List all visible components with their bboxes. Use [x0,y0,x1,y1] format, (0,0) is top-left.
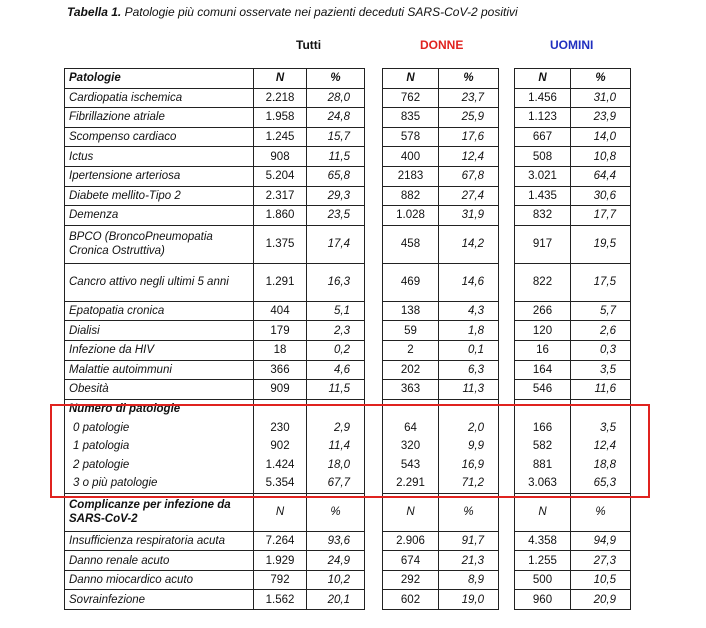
column-header-n: N [254,493,307,531]
table-row [515,321,631,341]
donne-pct-cell: 0,1 [439,340,499,360]
complications-title-row [65,493,365,531]
tutti-pct-cell: 20,1 [307,590,365,610]
donne-n-cell: 543 [383,456,439,475]
tutti-pct-cell: 93,6 [307,531,365,551]
complications-title: Complicanze per infezione da SARS-CoV-2 [65,493,254,531]
row-label: Scompenso cardiaco [65,127,254,147]
tutti-pct-cell: 2,3 [307,321,365,341]
table-row [383,147,499,167]
tutti-pct-cell: 10,2 [307,570,365,590]
table-row [383,166,499,186]
donne-n-cell: 400 [383,147,439,167]
table-row [383,263,499,301]
tutti-pct-cell: 17,4 [307,225,365,263]
uomini-n-cell: 120 [515,321,571,341]
donne-n-cell: 458 [383,225,439,263]
table-tutti [64,68,365,610]
table-row [515,551,631,571]
tutti-n-cell: 404 [254,301,307,321]
row-label: Fibrillazione atriale [65,108,254,128]
donne-pct-cell: 4,3 [439,301,499,321]
tutti-n-cell: 366 [254,360,307,380]
uomini-n-cell: 667 [515,127,571,147]
tutti-pct-cell: 23,5 [307,206,365,226]
row-label: Malattie autoimmuni [65,360,254,380]
uomini-pct-cell: 10,5 [571,570,631,590]
complications-title-row [383,493,499,531]
table-row [65,590,365,610]
table-row [515,531,631,551]
donne-n-cell: 762 [383,88,439,108]
donne-pct-cell: 19,0 [439,590,499,610]
donne-pct-cell: 16,9 [439,456,499,475]
uomini-n-cell: 166 [515,418,571,437]
uomini-n-cell: 1.255 [515,551,571,571]
donne-pct-cell: 2,0 [439,418,499,437]
column-header-pct: % [439,493,499,531]
table-row [383,590,499,610]
header-uomini: UOMINI [550,38,594,52]
uomini-n-cell: 1.456 [515,88,571,108]
uomini-pct-cell: 14,0 [571,127,631,147]
donne-pct-cell: 1,8 [439,321,499,341]
caption-text: Patologie più comuni osservate nei pazienti deceduti SARS-CoV-2 positivi [121,5,518,19]
uomini-pct-cell: 10,8 [571,147,631,167]
table-row [515,340,631,360]
table-row [383,321,499,341]
column-header-n: N [383,493,439,531]
column-header-pct: % [307,493,365,531]
table-row [383,380,499,400]
donne-n-cell: 882 [383,186,439,206]
tutti-pct-cell: 67,7 [307,474,365,493]
tutti-pct-cell: 11,5 [307,147,365,167]
donne-pct-cell: 71,2 [439,474,499,493]
table-row [515,590,631,610]
donne-n-cell: 59 [383,321,439,341]
table-row [383,570,499,590]
donne-pct-cell: 23,7 [439,88,499,108]
donne-pct-cell: 14,6 [439,263,499,301]
row-label: Ipertensione arteriosa [65,166,254,186]
uomini-pct-cell: 27,3 [571,551,631,571]
donne-n-cell: 835 [383,108,439,128]
table-header-row [515,69,631,89]
donne-n-cell: 202 [383,360,439,380]
donne-pct-cell: 14,2 [439,225,499,263]
table-row [65,301,365,321]
tutti-pct-cell: 4,6 [307,360,365,380]
donne-pct-cell: 27,4 [439,186,499,206]
uomini-n-cell: 3.021 [515,166,571,186]
tutti-n-cell: 792 [254,570,307,590]
donne-n-cell: 469 [383,263,439,301]
table-row [383,551,499,571]
tutti-pct-cell: 11,5 [307,380,365,400]
column-header-n: N [254,69,307,89]
donne-n-cell: 602 [383,590,439,610]
donne-n-cell: 292 [383,570,439,590]
table-row [515,108,631,128]
tutti-n-cell: 5.204 [254,166,307,186]
table-row [383,88,499,108]
table-row [65,127,365,147]
uomini-n-cell: 3.063 [515,474,571,493]
row-label: 0 patologie [65,418,254,437]
uomini-pct-cell: 31,0 [571,88,631,108]
header-tutti: Tutti [296,38,322,52]
donne-n-cell: 363 [383,380,439,400]
table-uomini [514,68,631,610]
tutti-n-cell: 179 [254,321,307,341]
tutti-pct-cell: 18,0 [307,456,365,475]
tutti-n-cell: 909 [254,380,307,400]
table-row [65,551,365,571]
row-label: Danno miocardico acuto [65,570,254,590]
uomini-n-cell: 582 [515,437,571,456]
uomini-pct-cell: 17,7 [571,206,631,226]
tutti-pct-cell: 5,1 [307,301,365,321]
row-label: Insufficienza respiratoria acuta [65,531,254,551]
caption-label: Tabella 1. [67,5,122,19]
uomini-pct-cell: 11,6 [571,380,631,400]
tutti-n-cell: 2.317 [254,186,307,206]
tutti-n-cell: 230 [254,418,307,437]
row-label: Ictus [65,147,254,167]
tutti-pct-cell: 0,2 [307,340,365,360]
uomini-pct-cell: 19,5 [571,225,631,263]
donne-pct-cell: 9,9 [439,437,499,456]
tutti-pct-cell: 28,0 [307,88,365,108]
column-header-patologie: Patologie [65,69,254,89]
table-row [515,380,631,400]
table-row [383,360,499,380]
table-row [515,301,631,321]
table-donne [382,68,499,610]
table-row [383,206,499,226]
donne-pct-cell: 17,6 [439,127,499,147]
tutti-n-cell: 1.860 [254,206,307,226]
donne-n-cell: 674 [383,551,439,571]
row-label: Sovrainfezione [65,590,254,610]
column-header-n: N [515,69,571,89]
tutti-n-cell: 5.354 [254,474,307,493]
table-header-row [383,69,499,89]
uomini-pct-cell: 17,5 [571,263,631,301]
table-row [515,360,631,380]
table-row [65,147,365,167]
table-row [65,531,365,551]
uomini-n-cell: 881 [515,456,571,475]
uomini-pct-cell: 0,3 [571,340,631,360]
column-header-n: N [515,493,571,531]
row-label: 1 patologia [65,437,254,456]
table-row [383,127,499,147]
row-label: Demenza [65,206,254,226]
uomini-n-cell: 266 [515,301,571,321]
donne-pct-cell: 12,4 [439,147,499,167]
table-row [515,186,631,206]
highlight-box [50,404,650,498]
uomini-n-cell: 960 [515,590,571,610]
uomini-n-cell: 500 [515,570,571,590]
tutti-pct-cell: 11,4 [307,437,365,456]
column-header-n: N [383,69,439,89]
uomini-n-cell: 508 [515,147,571,167]
table-row [65,360,365,380]
tutti-n-cell: 908 [254,147,307,167]
donne-pct-cell: 21,3 [439,551,499,571]
row-label: 2 patologie [65,456,254,475]
donne-n-cell: 320 [383,437,439,456]
tutti-pct-cell: 65,8 [307,166,365,186]
donne-n-cell: 578 [383,127,439,147]
tutti-n-cell: 1.424 [254,456,307,475]
uomini-pct-cell: 3,5 [571,418,631,437]
uomini-n-cell: 1.123 [515,108,571,128]
table-row [65,206,365,226]
uomini-n-cell: 832 [515,206,571,226]
table-row [65,263,365,301]
uomini-n-cell: 4.358 [515,531,571,551]
table-row [515,166,631,186]
row-label: BPCO (BroncoPneumopatia Cronica Ostruttiva) [65,225,254,263]
table-row [515,263,631,301]
uomini-n-cell: 164 [515,360,571,380]
uomini-pct-cell: 30,6 [571,186,631,206]
table-caption [67,5,518,19]
uomini-n-cell: 546 [515,380,571,400]
tutti-pct-cell: 24,9 [307,551,365,571]
table-row [65,340,365,360]
table-row [65,108,365,128]
table-row [383,186,499,206]
row-label: Danno renale acuto [65,551,254,571]
uomini-pct-cell: 2,6 [571,321,631,341]
uomini-pct-cell: 94,9 [571,531,631,551]
table-row [65,225,365,263]
row-label: Infezione da HIV [65,340,254,360]
table-row [65,570,365,590]
column-header-pct: % [439,69,499,89]
uomini-pct-cell: 18,8 [571,456,631,475]
row-label: 3 o più patologie [65,474,254,493]
row-label: Diabete mellito-Tipo 2 [65,186,254,206]
donne-n-cell: 2.906 [383,531,439,551]
donne-pct-cell: 11,3 [439,380,499,400]
donne-n-cell: 2 [383,340,439,360]
tutti-n-cell: 1.291 [254,263,307,301]
table-row [65,186,365,206]
row-label: Obesità [65,380,254,400]
group-title: Numero di patologie [65,399,254,418]
tutti-n-cell: 2.218 [254,88,307,108]
tutti-pct-cell: 29,3 [307,186,365,206]
donne-pct-cell: 31,9 [439,206,499,226]
uomini-pct-cell: 23,9 [571,108,631,128]
table-row [515,225,631,263]
tutti-n-cell: 18 [254,340,307,360]
uomini-n-cell: 917 [515,225,571,263]
tutti-n-cell: 902 [254,437,307,456]
donne-pct-cell: 8,9 [439,570,499,590]
uomini-pct-cell: 12,4 [571,437,631,456]
tutti-n-cell: 7.264 [254,531,307,551]
uomini-n-cell: 16 [515,340,571,360]
table-row [383,108,499,128]
tutti-pct-cell: 15,7 [307,127,365,147]
table-header-row [65,69,365,89]
donne-n-cell: 2183 [383,166,439,186]
row-label: Cancro attivo negli ultimi 5 anni [65,263,254,301]
tutti-n-cell: 1.929 [254,551,307,571]
donne-pct-cell: 67,8 [439,166,499,186]
tutti-n-cell: 1.562 [254,590,307,610]
table-row [65,88,365,108]
uomini-pct-cell: 20,9 [571,590,631,610]
header-donne: DONNE [420,38,464,52]
table-row [65,321,365,341]
donne-n-cell: 1.028 [383,206,439,226]
table-row [383,531,499,551]
tutti-pct-cell: 16,3 [307,263,365,301]
complications-title-row [515,493,631,531]
table-row [515,570,631,590]
donne-pct-cell: 6,3 [439,360,499,380]
donne-n-cell: 2.291 [383,474,439,493]
table-row [515,147,631,167]
table-row [65,166,365,186]
table-row [515,88,631,108]
table-row [515,127,631,147]
row-label: Cardiopatia ischemica [65,88,254,108]
table-row [515,206,631,226]
table-row [65,380,365,400]
tutti-pct-cell: 24,8 [307,108,365,128]
donne-n-cell: 138 [383,301,439,321]
donne-pct-cell: 91,7 [439,531,499,551]
uomini-pct-cell: 5,7 [571,301,631,321]
tutti-pct-cell: 2,9 [307,418,365,437]
uomini-n-cell: 822 [515,263,571,301]
uomini-pct-cell: 3,5 [571,360,631,380]
row-label: Epatopatia cronica [65,301,254,321]
uomini-pct-cell: 65,3 [571,474,631,493]
table-row [383,225,499,263]
uomini-pct-cell: 64,4 [571,166,631,186]
column-header-pct: % [307,69,365,89]
uomini-n-cell: 1.435 [515,186,571,206]
donne-n-cell: 64 [383,418,439,437]
column-header-pct: % [571,493,631,531]
tutti-n-cell: 1.375 [254,225,307,263]
row-label: Dialisi [65,321,254,341]
table-row [383,301,499,321]
column-header-pct: % [571,69,631,89]
donne-pct-cell: 25,9 [439,108,499,128]
table-row [383,340,499,360]
tutti-n-cell: 1.245 [254,127,307,147]
tutti-n-cell: 1.958 [254,108,307,128]
